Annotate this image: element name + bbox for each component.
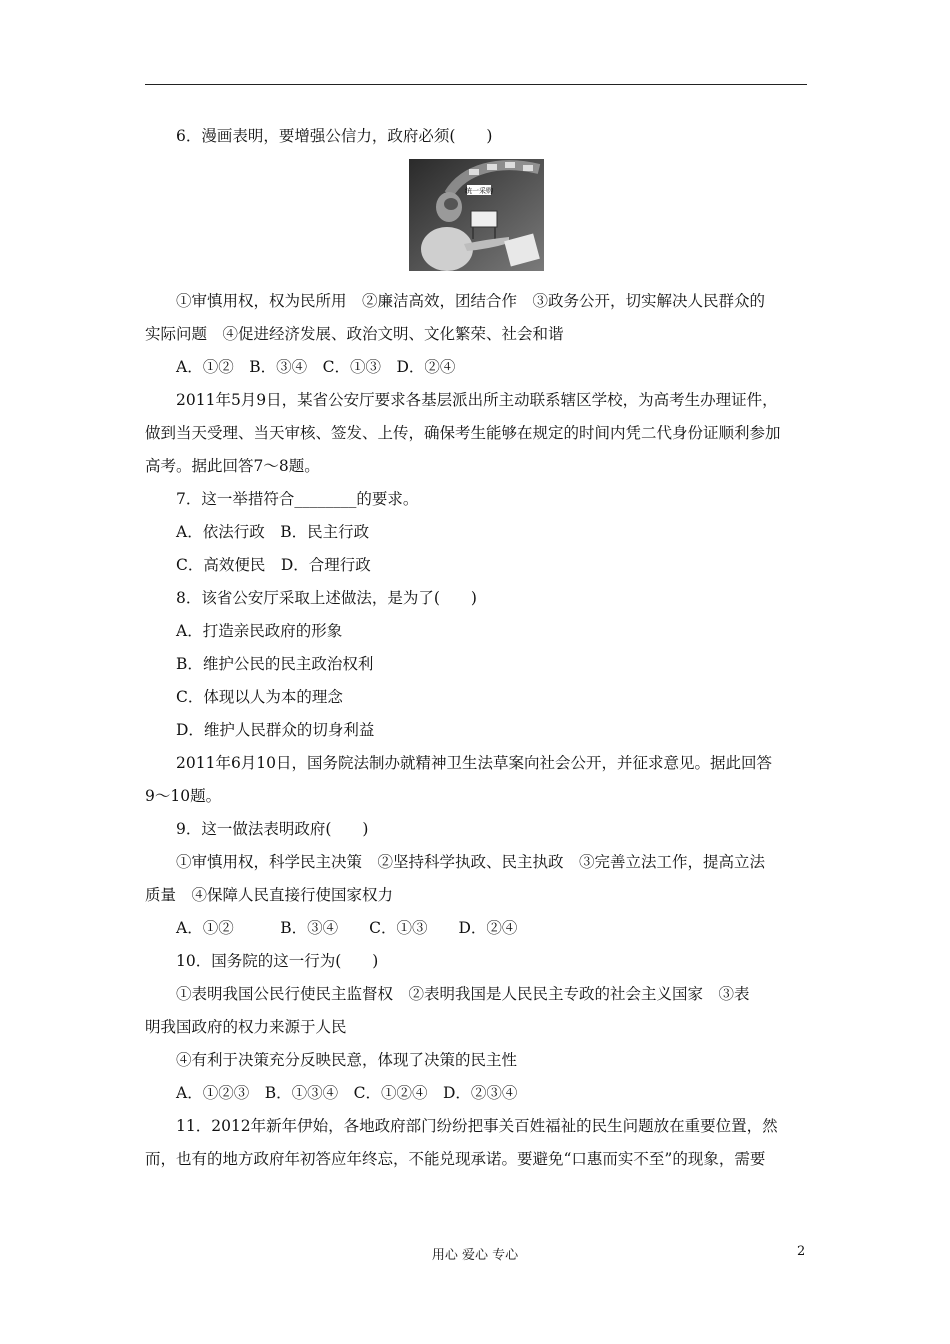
- passage1-line3: 高考。据此回答7～8题。: [145, 457, 320, 475]
- q8-choice-c: C．体现以人为本的理念: [176, 688, 343, 706]
- footer-slogan: 用心 爱心 专心: [431, 1248, 519, 1263]
- cartoon-image: [409, 159, 544, 271]
- q11-line2: 而，也有的地方政府年初答应年终忘，不能兑现承诺。要避免“口惠而实不至”的现象，需要: [145, 1150, 766, 1168]
- q9-options-line1: ①审慎用权，科学民主决策 ②坚持科学执政、民主执政 ③完善立法工作，提高立法: [176, 853, 766, 871]
- cartoon-label: 统一采购: [464, 187, 493, 195]
- q6-options-line1: ①审慎用权，权为民所用 ②廉洁高效，团结合作 ③政务公开，切实解决人民群众的: [176, 292, 766, 310]
- passage1-line1: 2011年5月9日，某省公安厅要求各基层派出所主动联系辖区学校，为高考生办理证件，: [176, 391, 778, 409]
- q9-stem: 9．这一做法表明政府( ): [176, 820, 369, 838]
- q10-options-line1: ①表明我国公民行使民主监督权 ②表明我国是人民民主专政的社会主义国家 ③表: [176, 985, 750, 1003]
- q9-options-line2: 质量 ④保障人民直接行使国家权力: [145, 886, 394, 904]
- q7-choice-cd: C．高效便民 D．合理行政: [176, 556, 371, 574]
- q6-options-line2: 实际问题 ④促进经济发展、政治文明、文化繁荣、社会和谐: [145, 325, 564, 343]
- q6-choices: A．①② B．③④ C．①③ D．②④: [176, 358, 456, 376]
- q8-stem: 8．该省公安厅采取上述做法，是为了( ): [176, 589, 477, 607]
- passage1-line2: 做到当天受理、当天审核、签发、上传，确保考生能够在规定的时间内凭二代身份证顺利参加: [145, 424, 781, 442]
- q10-stem: 10．国务院的这一行为( ): [176, 952, 379, 970]
- header-rule: [145, 84, 807, 85]
- q8-choice-a: A．打造亲民政府的形象: [176, 622, 343, 640]
- document-body: [145, 120, 807, 1176]
- q7-stem: 7．这一举措符合________的要求。: [176, 490, 419, 508]
- passage2-line2: 9～10题。: [145, 787, 222, 805]
- q11-line1: 11．2012年新年伊始，各地政府部门纷纷把事关百姓福祉的民生问题放在重要位置，然: [176, 1117, 778, 1135]
- page-number: 2: [797, 1244, 806, 1259]
- q8-choice-d: D．维护人民群众的切身利益: [176, 721, 375, 739]
- q10-options-line3: ④有利于决策充分反映民意，体现了决策的民主性: [176, 1051, 518, 1069]
- passage2-line1: 2011年6月10日，国务院法制办就精神卫生法草案向社会公开，并征求意见。据此回答: [176, 754, 773, 772]
- q10-choices: A．①②③ B．①③④ C．①②④ D．②③④: [176, 1084, 518, 1102]
- q9-choices: A．①② B．③④ C．①③ D．②④: [176, 919, 518, 937]
- q6-stem: 6．漫画表明，要增强公信力，政府必须( ): [176, 127, 493, 145]
- q7-choice-ab: A．依法行政 B．民主行政: [176, 523, 370, 541]
- q10-options-line2: 明我国政府的权力来源于人民: [145, 1018, 347, 1036]
- q8-choice-b: B．维护公民的民主政治权利: [176, 655, 374, 673]
